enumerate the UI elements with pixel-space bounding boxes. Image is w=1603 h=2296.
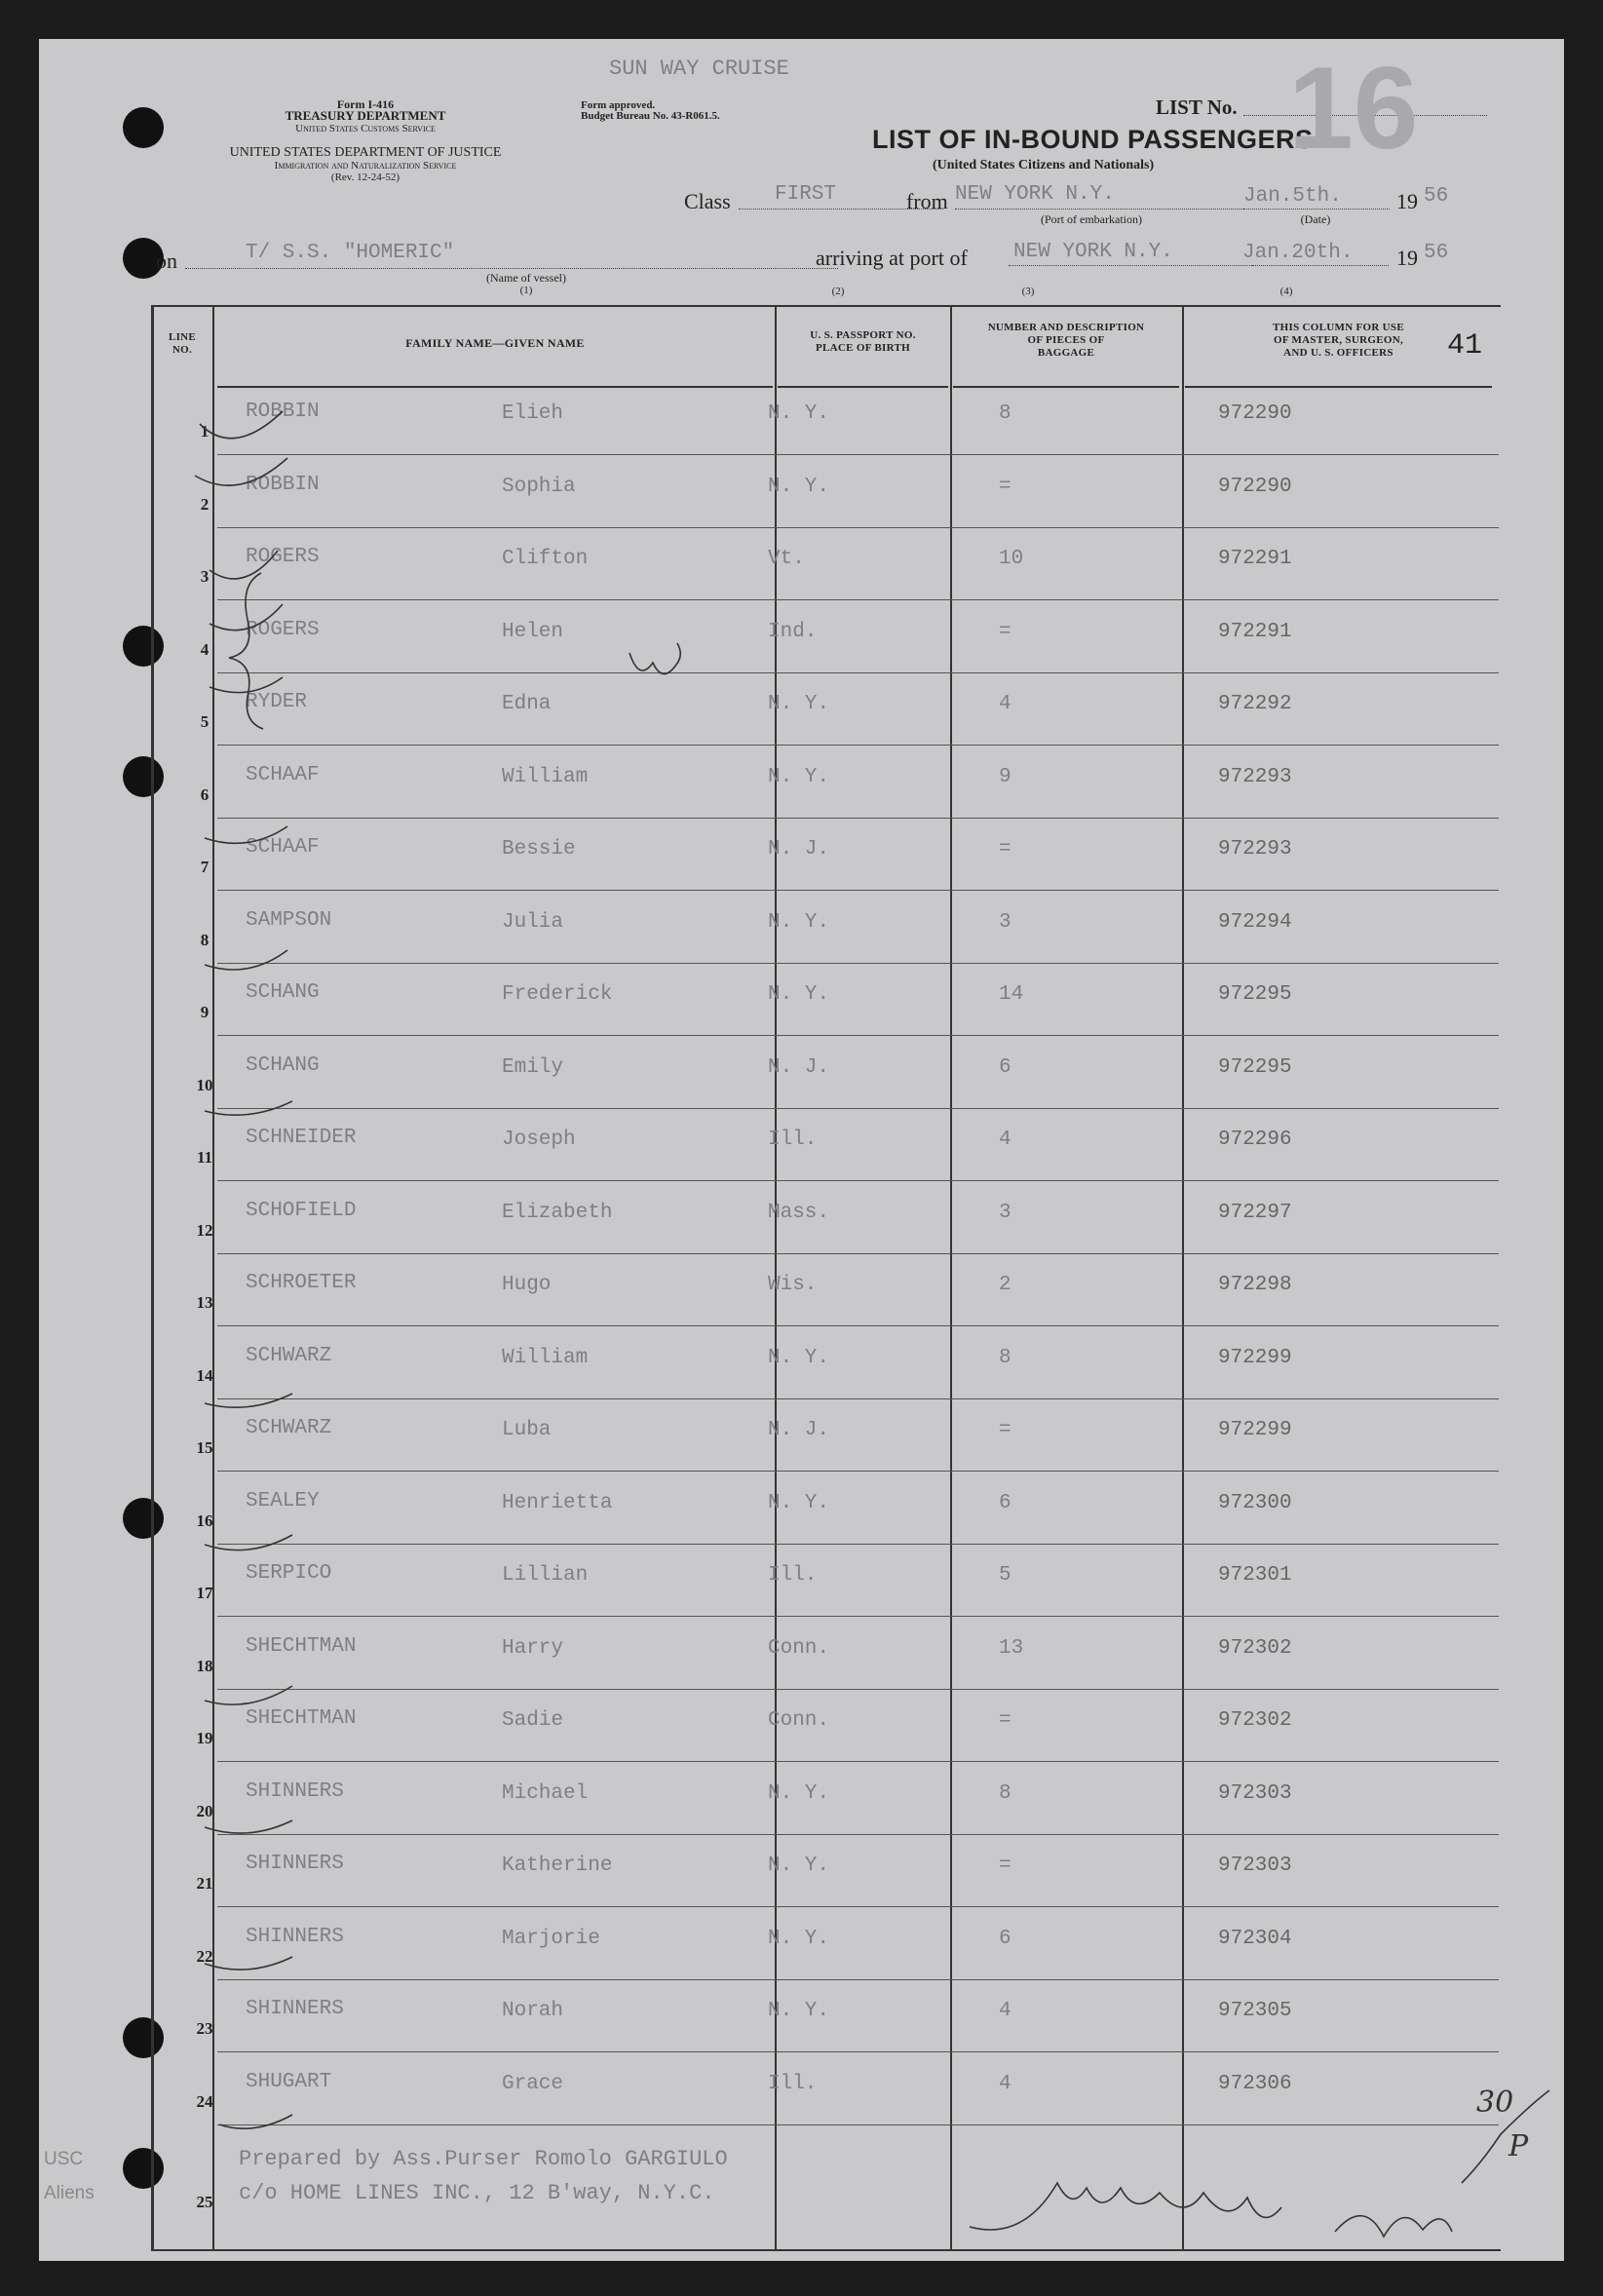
- given-name: Julia: [502, 910, 564, 934]
- annotation-p: P: [1508, 2129, 1529, 2163]
- from-label: from: [906, 189, 948, 213]
- place-of-birth: Ind.: [768, 620, 818, 643]
- officer-number: 972302: [1218, 1709, 1292, 1732]
- col-num-4: (4): [1279, 286, 1293, 297]
- family-name: ROBBIN: [246, 401, 320, 423]
- baggage-count: 3: [999, 1201, 1011, 1224]
- officer-number: 972293: [1218, 765, 1292, 788]
- check-mark: [205, 1686, 292, 1704]
- list-title: LIST OF IN-BOUND PASSENGERS: [872, 125, 1314, 154]
- officer-number: 972299: [1218, 1419, 1292, 1441]
- check-mark: [200, 411, 283, 439]
- baggage-count: =: [999, 1855, 1011, 1877]
- place-of-birth: Ill.: [768, 2072, 818, 2095]
- check-mark: [205, 826, 287, 843]
- ins-label: Immigration and Naturalization Service: [274, 160, 457, 172]
- baggage-count: 8: [999, 1781, 1011, 1805]
- line-number: 7: [200, 858, 210, 876]
- cruise-name: SUN WAY CRUISE: [609, 57, 789, 81]
- col-num-2: (2): [831, 286, 845, 297]
- embark-year-prefix: 19: [1396, 189, 1418, 213]
- baggage-count: =: [999, 475, 1011, 498]
- check-mark: [210, 677, 283, 693]
- baggage-count: =: [999, 620, 1011, 643]
- form-approved: Form approved.: [581, 99, 656, 111]
- initial-mark: [630, 643, 680, 674]
- place-of-birth: N. Y.: [768, 693, 830, 715]
- baggage-count: 2: [999, 1274, 1011, 1296]
- baggage-count: 14: [999, 983, 1024, 1006]
- baggage-count: 8: [999, 402, 1011, 425]
- company-address: c/o HOME LINES INC., 12 B'way, N.Y.C.: [239, 2181, 715, 2205]
- check-mark: [205, 1820, 292, 1833]
- family-name: SHINNERS: [246, 1853, 344, 1875]
- margin-usc: USC: [44, 2149, 84, 2169]
- place-of-birth: N. Y.: [768, 1781, 830, 1805]
- officer-number: 972299: [1218, 1346, 1292, 1369]
- page-stamp: 16: [1288, 43, 1419, 173]
- family-name: ROGERS: [246, 546, 320, 568]
- baggage-count: =: [999, 1709, 1011, 1732]
- line-number: 10: [196, 1075, 213, 1094]
- line-number: 3: [200, 567, 210, 586]
- place-of-birth: Wis.: [768, 1274, 818, 1296]
- officer-number: 972297: [1218, 1201, 1292, 1224]
- family-name: SCHANG: [246, 981, 320, 1004]
- margin-aliens: Aliens: [44, 2183, 95, 2203]
- class-label: Class: [684, 189, 731, 213]
- check-mark: [205, 1394, 292, 1407]
- given-name: Frederick: [502, 983, 613, 1006]
- arriving-label: arriving at port of: [816, 246, 968, 270]
- officer-number: 972291: [1218, 620, 1292, 643]
- line-number-25: 25: [196, 2193, 213, 2211]
- baggage-count: 4: [999, 693, 1011, 715]
- check-mark: [210, 551, 278, 579]
- given-name: Helen: [502, 620, 564, 643]
- vessel-value: T/ S.S. "HOMERIC": [246, 242, 455, 264]
- line-number: 19: [196, 1729, 213, 1747]
- line-number: 23: [196, 2019, 213, 2038]
- place-of-birth: N. Y.: [768, 1491, 830, 1514]
- class-value: FIRST: [775, 183, 837, 206]
- revision-date: (Rev. 12-24-52): [330, 172, 401, 183]
- place-of-birth: Conn.: [768, 1709, 830, 1732]
- col-header-baggage: NUMBER AND DESCRIPTION OF PIECES OF BAGGAGE: [987, 322, 1145, 359]
- given-name: Marjorie: [502, 1927, 600, 1950]
- family-name: SHECHTMAN: [246, 1707, 357, 1730]
- given-name: Katherine: [502, 1855, 613, 1877]
- line-number: 21: [196, 1874, 213, 1893]
- place-of-birth: N. Y.: [768, 475, 830, 498]
- officer-number: 972295: [1218, 983, 1292, 1006]
- line-number: 20: [196, 1801, 213, 1820]
- given-name: Elieh: [502, 402, 564, 425]
- officer-number: 972291: [1218, 548, 1292, 570]
- officer-number: 972298: [1218, 1274, 1292, 1296]
- officer-number: 972300: [1218, 1491, 1292, 1514]
- prepared-by: Prepared by Ass.Purser Romolo GARGIULO: [239, 2147, 728, 2171]
- line-number: 2: [200, 494, 210, 514]
- line-number: 17: [196, 1584, 213, 1602]
- budget-bureau: Budget Bureau No. 43-R061.5.: [581, 110, 720, 122]
- check-mark: [195, 458, 287, 485]
- given-name: Henrietta: [502, 1491, 613, 1514]
- baggage-count: 6: [999, 1491, 1011, 1514]
- family-name: SCHNEIDER: [246, 1127, 357, 1149]
- col-header-passport: U. S. PASSPORT NO. PLACE OF BIRTH: [810, 329, 916, 354]
- line-number: 14: [196, 1365, 213, 1385]
- officer-number: 972304: [1218, 1927, 1292, 1950]
- form-number: Form I-416: [336, 97, 395, 111]
- line-number: 18: [196, 1656, 213, 1675]
- col-header-officers: THIS COLUMN FOR USE OF MASTER, SURGEON, AND U. S. OFFICERS: [1273, 322, 1404, 359]
- family-name: SERPICO: [246, 1562, 332, 1585]
- baggage-count: 3: [999, 910, 1011, 934]
- family-name: SEALEY: [246, 1489, 320, 1512]
- list-no-label: LIST No.: [1156, 96, 1238, 119]
- officer-number: 972293: [1218, 838, 1292, 861]
- signature: [1335, 2216, 1452, 2237]
- place-of-birth: Vt.: [768, 548, 805, 570]
- baggage-count: =: [999, 1419, 1011, 1441]
- given-name: Bessie: [502, 838, 576, 861]
- given-name: William: [502, 765, 589, 788]
- line-number: 22: [196, 1946, 213, 1966]
- check-mark: [219, 2115, 292, 2128]
- officer-number: 972302: [1218, 1636, 1292, 1660]
- place-of-birth: Ill.: [768, 1129, 818, 1151]
- line-number: 8: [200, 930, 210, 949]
- check-mark: [205, 1957, 292, 1970]
- family-name: SAMPSON: [246, 908, 332, 932]
- given-name: Edna: [502, 693, 552, 715]
- family-name: SHINNERS: [246, 1998, 344, 2020]
- check-mark: [205, 1535, 292, 1550]
- baggage-count: 4: [999, 2000, 1011, 2022]
- annotation-30: 30: [1476, 2086, 1514, 2120]
- place-of-birth: N. J.: [768, 1055, 830, 1079]
- embark-year-suffix: 56: [1424, 185, 1449, 208]
- family-name: ROGERS: [246, 618, 320, 641]
- given-name: Harry: [502, 1636, 564, 1660]
- line-number: 1: [200, 422, 210, 440]
- bracket-mark: [229, 573, 263, 729]
- line-number: 11: [196, 1148, 213, 1167]
- line-number: 24: [196, 2091, 213, 2111]
- place-of-birth: Mass.: [768, 1201, 830, 1224]
- family-name: SCHANG: [246, 1053, 320, 1077]
- officer-number: 972295: [1218, 1055, 1292, 1079]
- treasury-department: TREASURY DEPARTMENT: [285, 108, 446, 123]
- place-of-birth: N. J.: [768, 838, 830, 861]
- manifest-page: [39, 39, 1564, 2261]
- arrival-year-suffix: 56: [1424, 242, 1449, 264]
- arrival-year-prefix: 19: [1396, 246, 1418, 270]
- family-name: SCHROETER: [246, 1272, 357, 1294]
- given-name: Emily: [502, 1055, 564, 1079]
- from-caption: (Port of embarkation): [1041, 212, 1142, 226]
- family-name: SHECHTMAN: [246, 1634, 357, 1658]
- officer-number: 972303: [1218, 1781, 1292, 1805]
- place-of-birth: N. Y.: [768, 765, 830, 788]
- given-name: Clifton: [502, 548, 589, 570]
- given-name: Sophia: [502, 475, 576, 498]
- line-number: 6: [200, 784, 210, 804]
- place-of-birth: Conn.: [768, 1636, 830, 1660]
- arrival-port: NEW YORK N.Y.: [1013, 241, 1173, 263]
- family-name: SHUGART: [246, 2070, 332, 2093]
- col-num-3: (3): [1021, 286, 1035, 297]
- given-name: William: [502, 1346, 589, 1369]
- line-number: 9: [200, 1003, 210, 1021]
- given-name: Norah: [502, 2000, 564, 2022]
- family-name: SCHOFIELD: [246, 1199, 357, 1222]
- family-name: SCHAAF: [246, 763, 320, 786]
- line-number: 15: [196, 1438, 213, 1457]
- given-name: Elizabeth: [502, 1201, 613, 1224]
- vessel-caption-num: (1): [519, 285, 533, 296]
- list-subtitle: (United States Citizens and Nationals): [933, 158, 1155, 172]
- signature: [970, 2183, 1281, 2230]
- place-of-birth: N. Y.: [768, 1927, 830, 1950]
- baggage-count: 5: [999, 1564, 1011, 1587]
- baggage-count: 8: [999, 1346, 1011, 1369]
- handwritten-marks: [39, 39, 1564, 2261]
- place-of-birth: N. J.: [768, 1419, 830, 1441]
- baggage-count: 10: [999, 548, 1024, 570]
- place-of-birth: N. Y.: [768, 983, 830, 1006]
- family-name: SCHWARZ: [246, 1417, 332, 1439]
- officer-number: 972292: [1218, 693, 1292, 715]
- baggage-count: =: [999, 838, 1011, 861]
- officer-number: 972296: [1218, 1129, 1292, 1151]
- officer-number: 972290: [1218, 475, 1292, 498]
- baggage-count: 4: [999, 2072, 1011, 2095]
- place-of-birth: N. Y.: [768, 1855, 830, 1877]
- line-number: 12: [196, 1220, 213, 1240]
- embark-date: Jan.5th.: [1243, 185, 1342, 208]
- place-of-birth: N. Y.: [768, 2000, 830, 2022]
- customs-service: United States Customs Service: [295, 123, 436, 134]
- family-name: RYDER: [246, 691, 308, 713]
- officer-number: 972305: [1218, 2000, 1292, 2022]
- officer-number: 972301: [1218, 1564, 1292, 1587]
- officer-number: 972294: [1218, 910, 1292, 934]
- given-name: Grace: [502, 2072, 564, 2095]
- line-number: 13: [196, 1293, 213, 1312]
- line-number: 5: [200, 712, 210, 731]
- place-of-birth: Ill.: [768, 1564, 818, 1587]
- arrival-date: Jan.20th.: [1242, 242, 1354, 264]
- baggage-count: 6: [999, 1927, 1011, 1950]
- baggage-count: 13: [999, 1636, 1024, 1660]
- line-number: 16: [196, 1511, 213, 1530]
- family-name: ROBBIN: [246, 473, 320, 496]
- officer-number: 972306: [1218, 2072, 1292, 2095]
- department-of-justice: UNITED STATES DEPARTMENT OF JUSTICE: [229, 145, 502, 160]
- date-caption: (Date): [1300, 212, 1331, 226]
- check-mark: [205, 950, 287, 970]
- baggage-count: 4: [999, 1129, 1011, 1151]
- given-name: Joseph: [502, 1129, 576, 1151]
- page-corner-number: 41: [1447, 329, 1483, 363]
- line-number: 4: [200, 639, 210, 659]
- vessel-caption: (Name of vessel): [486, 271, 566, 285]
- check-mark: [205, 1101, 292, 1115]
- family-name: SHINNERS: [246, 1925, 344, 1948]
- given-name: Sadie: [502, 1709, 564, 1732]
- family-name: SCHWARZ: [246, 1344, 332, 1367]
- officer-number: 972303: [1218, 1855, 1292, 1877]
- col-header-line-no: LINE NO.: [168, 331, 197, 356]
- family-name: SHINNERS: [246, 1779, 344, 1803]
- col-header-name: FAMILY NAME—GIVEN NAME: [405, 336, 585, 350]
- given-name: Lillian: [502, 1564, 589, 1587]
- from-value: NEW YORK N.Y.: [955, 183, 1115, 206]
- given-name: Luba: [502, 1419, 552, 1441]
- baggage-count: 6: [999, 1055, 1011, 1079]
- given-name: Michael: [502, 1781, 589, 1805]
- baggage-count: 9: [999, 765, 1011, 788]
- officer-number: 972290: [1218, 402, 1292, 425]
- on-label: on: [156, 249, 177, 273]
- place-of-birth: N. Y.: [768, 402, 830, 425]
- given-name: Hugo: [502, 1274, 552, 1296]
- family-name: SCHAAF: [246, 836, 320, 859]
- place-of-birth: N. Y.: [768, 910, 830, 934]
- place-of-birth: N. Y.: [768, 1346, 830, 1369]
